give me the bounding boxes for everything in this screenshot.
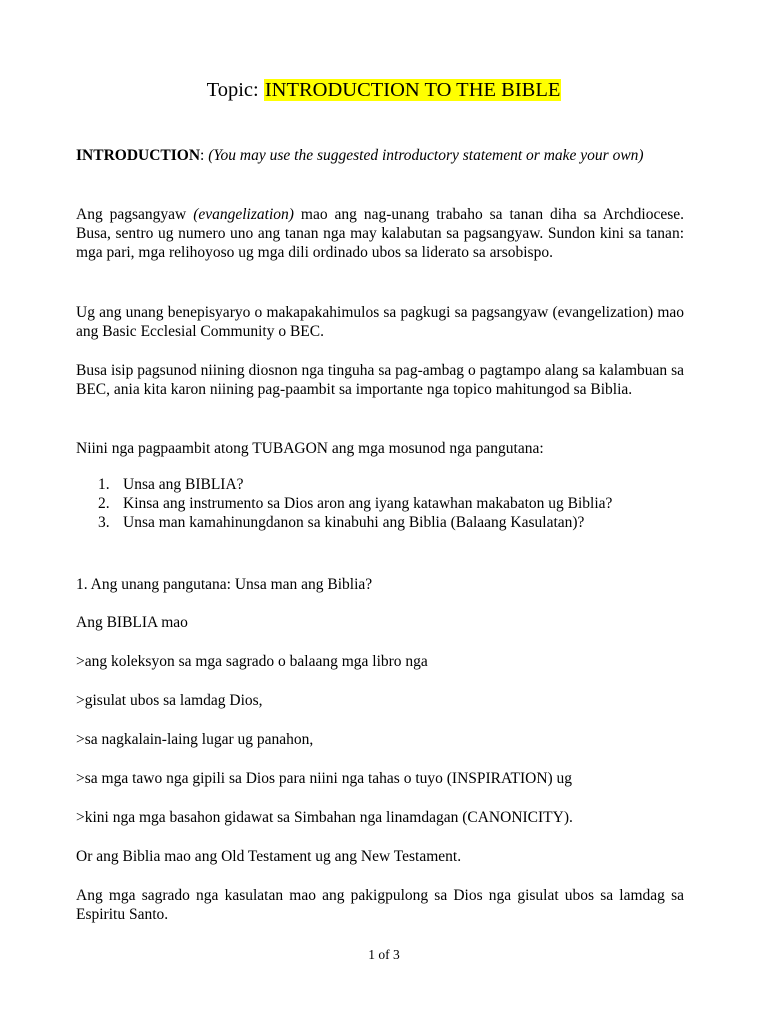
question-one-heading: 1. Ang unang pangutana: Unsa man ang Biblia? [76, 576, 373, 593]
definition-point: >sa mga tawo nga gipili sa Dios para niini nga tahas o tuyo (INSPIRATION) ug [76, 770, 573, 787]
title-prefix: Topic: [206, 79, 264, 101]
title-highlight: INTRODUCTION TO THE BIBLE [264, 79, 561, 101]
list-item-text: Kinsa ang instrumento sa Dios aron ang iyang katawhan makabaton ug Biblia? [123, 495, 613, 513]
definition-point: >ang koleksyon sa mga sagrado o balaang mga libro nga [76, 653, 428, 670]
list-item-number: 1. [98, 476, 110, 493]
questions-list [98, 475, 684, 533]
list-item [98, 475, 684, 494]
list-item-number: 2. [98, 495, 110, 513]
introduction-paragraph [76, 146, 684, 165]
p1-text-italic: (evangelization) [193, 206, 294, 223]
bible-definition-intro: Ang BIBLIA mao [76, 614, 188, 631]
scripture-paragraph: Ang mga sagrado nga kasulatan mao ang pakigpulong sa Dios nga gisulat ubos sa lamdag sa Espiritu Santo. [76, 887, 684, 924]
page-title [0, 77, 768, 103]
introduction-note: (You may use the suggested introductory statement or make your own) [208, 147, 644, 164]
list-item-number: 3. [98, 514, 110, 532]
list-item [98, 494, 684, 513]
definition-point: >gisulat ubos sa lamdag Dios, [76, 692, 263, 709]
p1-text-a: Ang pagsangyaw [76, 206, 194, 223]
list-item-text: Unsa man kamahinungdanon sa kinabuhi ang Biblia (Balaang Kasulatan)? [123, 514, 585, 532]
page-number: 1 of 3 [368, 947, 400, 962]
introduction-colon: : [200, 147, 209, 164]
introduction-label: INTRODUCTION [76, 147, 201, 164]
testaments-line: Or ang Biblia mao ang Old Testament ug ang New Testament. [76, 848, 462, 865]
list-item-text: Unsa ang BIBLIA? [123, 476, 244, 493]
paragraph-questions-intro: Niini nga pagpaambit atong TUBAGON ang mga mosunod nga pangutana: [76, 440, 544, 457]
definition-point: >sa nagkalain-laing lugar ug panahon, [76, 731, 314, 748]
definition-point: >kini nga mga basahon gidawat sa Simbahan nga linamdagan (CANONICITY). [76, 809, 573, 826]
list-item [98, 513, 684, 532]
p1-text-c: mao ang nag-unang trabaho sa tanan diha sa Archdiocese. Busa, sentro ug numero uno ang tanan nga may kalabutan sa pagsangyaw. Sundon kini sa tanan: mga pari, mga relihoyoso ug mga dili ordinado ubos sa liderato sa arsobispo. [76, 206, 684, 262]
paragraph-bec: Busa isip pagsunod niining diosnon nga tinguha sa pag-ambag o pagtampo alang sa kalambuan sa BEC, ania kita karon niining pag-paambit sa importante nga topico mahitungod sa Biblia. [76, 362, 684, 399]
paragraph-beneficiary: Ug ang unang benepisyaryo o makapakahimulos sa pagkugi sa pagsangyaw (evangelization) mao ang Basic Ecclesial Community o BEC. [76, 304, 684, 341]
paragraph-evangelization [76, 205, 684, 263]
